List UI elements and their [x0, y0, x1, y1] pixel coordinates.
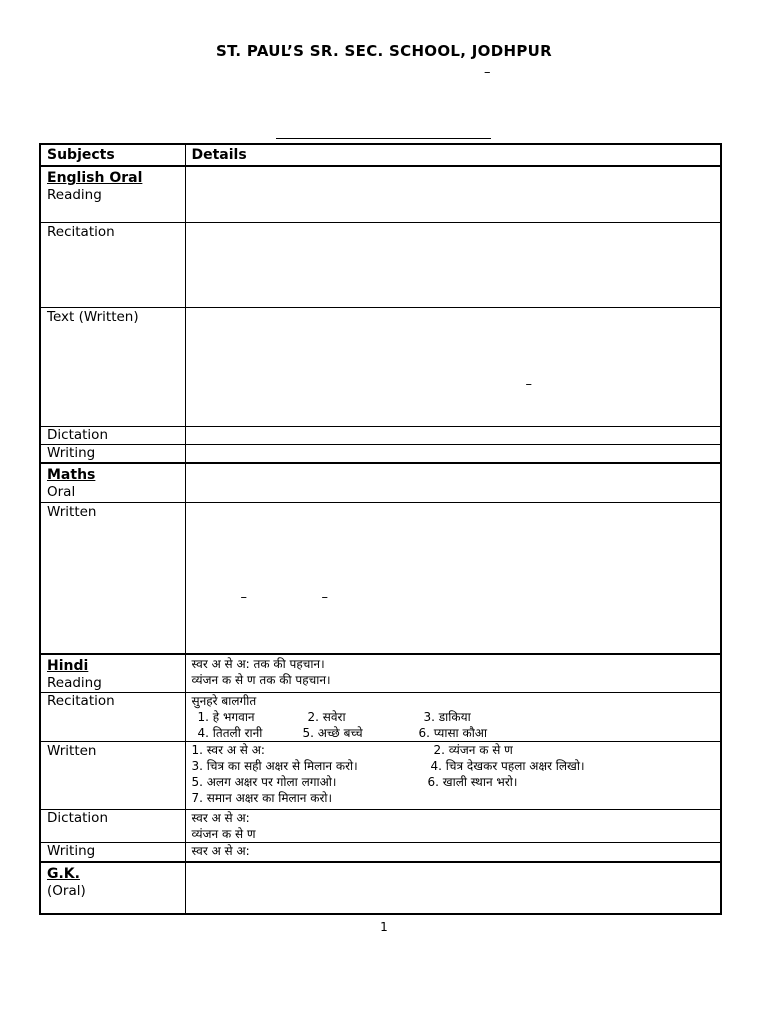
written-item-1: 1. स्वर अ से अ: [191, 743, 265, 757]
written-item-5: 5. अलग अक्षर पर गोला लगाओ। [191, 775, 337, 789]
table-row [40, 307, 721, 426]
hindi-reading-line-1: स्वर अ से अ: तक की पहचान। [191, 657, 325, 671]
recitation-item-5: 5. अच्छे बच्चे [302, 726, 363, 740]
written-item-3: 3. चित्र का सही अक्षर से मिलान करो। [191, 759, 358, 773]
written-item-2: 2. व्यंजन क से ण [433, 743, 513, 757]
table-row [40, 502, 721, 654]
english-text-written-label: Text (Written) [47, 308, 139, 325]
gk-oral-label: (Oral) [47, 882, 86, 899]
hindi-writing-label: Writing [47, 843, 96, 859]
table-row [40, 444, 721, 463]
list-item [192, 790, 715, 806]
list-item [192, 725, 715, 741]
english-reading-label: Reading [47, 187, 102, 203]
hindi-recitation-title: सुनहरे बालगीत [191, 694, 257, 708]
table-row [40, 222, 721, 307]
maths-oral-details [185, 463, 721, 502]
table-row [40, 742, 721, 810]
english-recitation-label: Recitation [47, 223, 115, 240]
written-item-7: 7. समान अक्षर का मिलान करो। [191, 791, 333, 805]
syllabus-table [39, 143, 722, 915]
school-title: ST. PAUL’S SR. SEC. SCHOOL, JODHPUR [216, 42, 552, 60]
written-item-4: 4. चित्र देखकर पहला अक्षर लिखो। [430, 759, 585, 773]
english-writing-details [185, 444, 721, 463]
maths-dash-2: – [321, 589, 328, 605]
list-item [192, 709, 715, 725]
table-row [40, 693, 721, 742]
page-number: 1 [380, 920, 388, 934]
written-item-6: 6. खाली स्थान भरो। [427, 775, 518, 789]
english-dictation-label: Dictation [47, 426, 108, 443]
table-row [40, 463, 721, 502]
list-item [192, 742, 715, 758]
table-row [40, 810, 721, 843]
header-dash: – [484, 65, 491, 80]
english-section-title: English Oral [47, 170, 143, 186]
english-dictation-details [185, 426, 721, 444]
maths-oral-label: Oral [47, 484, 76, 500]
recitation-item-2: 2. सवेरा [307, 710, 346, 724]
recitation-item-6: 6. प्यासा कौआ [418, 726, 488, 740]
english-text-written-details [185, 307, 721, 426]
table-row [40, 426, 721, 444]
table-row [40, 166, 721, 222]
list-item [192, 758, 715, 774]
hindi-dictation-line-1: स्वर अ से अ: [191, 811, 250, 825]
title-underline [276, 138, 491, 139]
hindi-written-label: Written [47, 743, 97, 759]
english-recitation-details [185, 222, 721, 307]
maths-dash-1: – [240, 589, 247, 605]
recitation-item-3: 3. डाकिया [423, 710, 471, 724]
maths-written-label: Written [47, 503, 97, 520]
hindi-writing-line: स्वर अ से अ: [191, 844, 250, 858]
table-row [40, 654, 721, 693]
hindi-reading-label: Reading [47, 675, 102, 691]
gk-section-title: G.K. [47, 865, 80, 882]
text-written-dash: – [525, 376, 532, 392]
hindi-recitation-label: Recitation [47, 693, 115, 709]
hindi-dictation-line-2: व्यंजन क से ण [191, 827, 256, 841]
col-subjects-header: Subjects [40, 144, 185, 166]
english-reading-details [185, 166, 721, 222]
recitation-item-1: 1. हे भगवान [197, 710, 255, 724]
hindi-reading-line-2: व्यंजन क से ण तक की पहचान। [191, 673, 331, 687]
maths-section-title: Maths [47, 467, 96, 483]
table-header-row [40, 144, 721, 166]
list-item [192, 774, 715, 790]
table-row [40, 843, 721, 862]
maths-written-details [185, 502, 721, 654]
hindi-dictation-label: Dictation [47, 810, 108, 826]
english-writing-label: Writing [47, 444, 96, 461]
recitation-item-4: 4. तितली रानी [197, 726, 263, 740]
hindi-section-title: Hindi [47, 658, 89, 674]
gk-details [185, 862, 721, 914]
table-row [40, 862, 721, 914]
col-details-header: Details [185, 144, 721, 166]
